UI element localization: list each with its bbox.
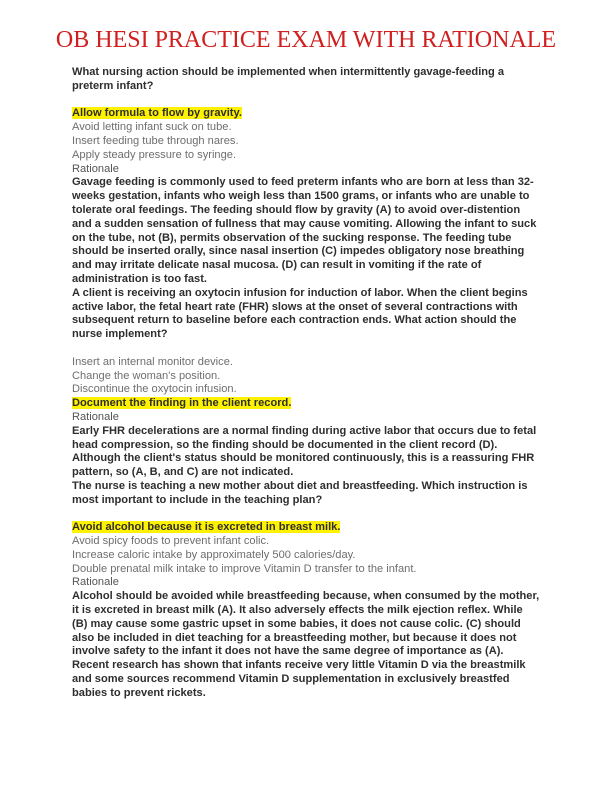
- question-1-rationale-label: Rationale: [72, 162, 119, 175]
- question-3-rationale: Alcohol should be avoided while breastfeeding because, when consumed by the mother, it is excreted in breast milk (A). It also adversely effects the milk ejection reflex. While (B) may cause some gastric upset in some babies, it does not cause colic. (C) should also be included in diet teaching for a breastfeeding mother, but because it does not involve safety to the infant it does not have the same degree of importance as (A). Recent research has shown that infants receive very little Vitamin D via the breastmilk and some sources recommend Vitamin D supplementation in exclusively breastfed babies to prevent rickets.: [72, 590, 540, 699]
- question-1-rationale: Gavage feeding is commonly used to feed preterm infants who are born at less than 32-weeks gestation, infants who weigh less than 1500 grams, or infants who are unable to tolerate oral feedings. The feeding should flow by gravity (A) to avoid over-distention and a sudden sensation of fullness that may cause vomiting. Allowing the infant to suck on the tube, not (B), permits observation of the sucking response. The feeding tube should be inserted orally, since nasal insertion (C) impedes obligatory nose breathing and may irritate delicate nasal mucosa. (D) can result in vomiting if the rate of administration is too fast.: [72, 176, 537, 285]
- highlighted-answer: Allow formula to flow by gravity.: [72, 107, 242, 120]
- question-1-option: Avoid letting infant suck on tube.: [72, 121, 232, 134]
- question-3-text: The nurse is teaching a new mother about diet and breastfeeding. Which instruction is most important to include in the teaching plan?: [72, 479, 528, 506]
- question-3-answer: [72, 521, 540, 535]
- question-1-answer: [72, 107, 540, 121]
- spacer: [72, 342, 540, 356]
- question-2-rationale: Early FHR decelerations are a normal finding during active labor that occurs due to fetal head compression, so the finding should be documented in the client record (D). Although the client's status should be monitored continuously, this is a reassuring FHR pattern, so (A, B, and C) are not indicated.: [72, 424, 537, 479]
- question-2-option: Discontinue the oxytocin infusion.: [72, 383, 237, 396]
- question-2-text: A client is receiving an oxytocin infusion for induction of labor. When the client begins active labor, the fetal heart rate (FHR) slows at the onset of several contractions with subsequent return to baseline before each contraction ends. What action should the nurse implement?: [72, 286, 528, 341]
- question-2-option: Change the woman's position.: [72, 369, 221, 382]
- question-3-rationale-label: Rationale: [72, 576, 119, 589]
- question-1-option: Apply steady pressure to syringe.: [72, 148, 237, 161]
- document-title: OB HESI PRACTICE EXAM WITH RATIONALE: [55, 27, 557, 53]
- spacer: [72, 94, 540, 108]
- question-3-option: Increase caloric intake by approximately 500 calories/day.: [72, 548, 356, 561]
- question-1-text: What nursing action should be implemented when intermittently gavage-feeding a preterm infant?: [72, 66, 505, 92]
- highlighted-answer: Document the finding in the client record.: [72, 397, 292, 410]
- spacer: [72, 508, 540, 522]
- question-2-option: Insert an internal monitor device.: [72, 355, 233, 368]
- question-2-answer: [72, 397, 540, 411]
- question-3-option: Avoid spicy foods to prevent infant colic.: [72, 535, 270, 548]
- question-1-option: Insert feeding tube through nares.: [72, 134, 239, 147]
- question-2-rationale-label: Rationale: [72, 410, 119, 423]
- highlighted-answer: Avoid alcohol because it is excreted in breast milk.: [72, 521, 341, 534]
- question-3-option: Double prenatal milk intake to improve Vitamin D transfer to the infant.: [72, 562, 417, 575]
